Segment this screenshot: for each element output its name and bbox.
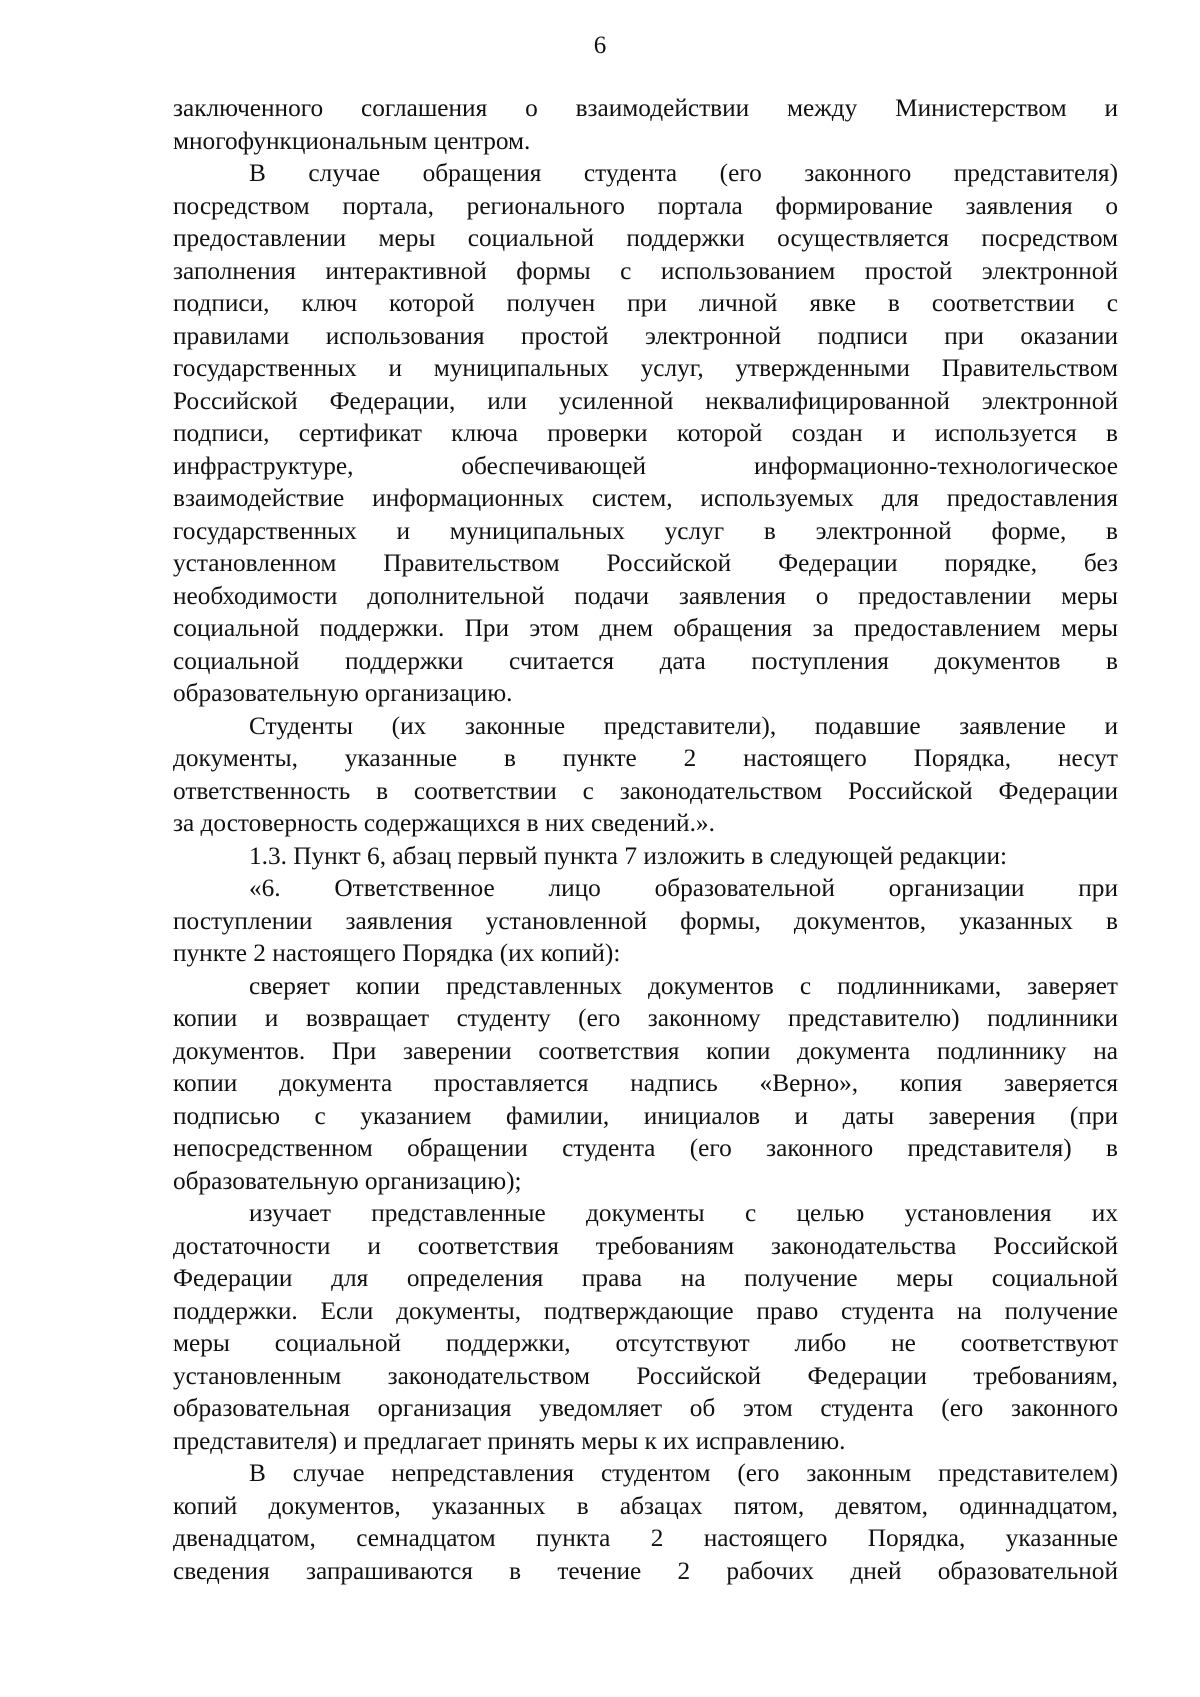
page-number: 6 — [593, 32, 607, 59]
text-line: подписи, сертификат ключа проверки которой создан и используется в — [173, 419, 1118, 447]
text-line: многофункциональным центром. — [173, 126, 531, 155]
text-line: установленном Правительством Российской Федерации порядке, без — [173, 549, 1118, 577]
text-line: пункте 2 настоящего Порядка (их копий): — [173, 939, 621, 967]
text-line: социальной поддержки считается дата поступления документов в — [173, 646, 1118, 675]
text-line: копии документа проставляется надпись «Верно», копия заверяется — [173, 1069, 1118, 1097]
text-line: образовательную организацию); — [173, 1166, 522, 1195]
text-line: взаимодействие информационных систем, используемых для предоставления — [173, 484, 1118, 512]
text-line: достаточности и соответствия требованиям законодательства Российской — [173, 1231, 1118, 1260]
text-line: государственных и муниципальных услуг в электронной форме, в — [173, 516, 1118, 545]
text-line: необходимости дополнительной подачи заявления о предоставлении меры — [173, 581, 1118, 610]
text-line: инфраструктуре, обеспечивающей информационно-технологическое — [173, 451, 1118, 480]
text-line: предоставлении меры социальной поддержки осуществляется посредством — [173, 224, 1118, 252]
text-line: документы, указанные в пункте 2 настоящего Порядка, несут — [173, 744, 1118, 772]
text-line: документов. При заверении соответствия копии документа подлиннику на — [173, 1036, 1118, 1065]
text-line: представителя) и предлагает принять меры к их исправлению. — [173, 1426, 846, 1455]
text-line: установленным законодательством Российской Федерации требованиям, — [173, 1361, 1118, 1390]
text-line: ответственность в соответствии с законодательством Российской Федерации — [173, 776, 1118, 805]
text-line: В случае обращения студента (его законного представителя) — [249, 159, 1118, 187]
text-line: копии и возвращает студенту (его законному представителю) подлинники — [173, 1004, 1118, 1032]
text-line: 1.3. Пункт 6, абзац первый пункта 7 изложить в следующей редакции: — [249, 841, 1008, 870]
document-body — [173, 92, 1118, 1587]
text-line: сверяет копии представленных документов с подлинниками, заверяет — [249, 971, 1118, 1000]
text-line: подписью с указанием фамилии, инициалов и даты заверения (при — [173, 1101, 1118, 1130]
text-line: Федерации для определения права на получение меры социальной — [173, 1264, 1118, 1292]
text-line: меры социальной поддержки, отсутствуют либо не соответствуют — [173, 1329, 1118, 1357]
text-line: «6. Ответственное лицо образовательной организации при — [249, 874, 1118, 902]
text-line: поступлении заявления установленной формы, документов, указанных в — [173, 906, 1118, 935]
text-line: образовательная организация уведомляет об этом студента (его законного — [173, 1394, 1118, 1422]
text-line: подписи, ключ которой получен при личной явке в соответствии с — [173, 289, 1118, 317]
text-line: посредством портала, регионального портала формирование заявления о — [173, 191, 1118, 220]
text-line: двенадцатом, семнадцатом пункта 2 настоящего Порядка, указанные — [173, 1524, 1118, 1552]
text-line: Студенты (их законные представители), подавшие заявление и — [249, 711, 1118, 740]
text-line: за достоверность содержащихся в них сведений.». — [173, 809, 715, 837]
text-line: непосредственном обращении студента (его законного представителя) в — [173, 1134, 1118, 1162]
text-line: сведения запрашиваются в течение 2 рабочих дней образовательной — [173, 1556, 1118, 1585]
text-line: Российской Федерации, или усиленной неквалифицированной электронной — [173, 386, 1118, 415]
text-line: поддержки. Если документы, подтверждающие право студента на получение — [173, 1296, 1118, 1325]
text-line: копий документов, указанных в абзацах пятом, девятом, одиннадцатом, — [173, 1491, 1118, 1520]
text-line: образовательную организацию. — [173, 679, 513, 707]
text-line: социальной поддержки. При этом днем обращения за предоставлением меры — [173, 614, 1118, 642]
text-line: государственных и муниципальных услуг, утвержденными Правительством — [173, 354, 1118, 382]
text-line: заключенного соглашения о взаимодействии между Министерством и — [173, 94, 1118, 122]
text-line: изучает представленные документы с целью установления их — [249, 1199, 1118, 1227]
text-line: заполнения интерактивной формы с использованием простой электронной — [173, 256, 1118, 285]
text-line: В случае непредставления студентом (его законным представителем) — [249, 1459, 1118, 1487]
text-line: правилами использования простой электронной подписи при оказании — [173, 321, 1118, 350]
